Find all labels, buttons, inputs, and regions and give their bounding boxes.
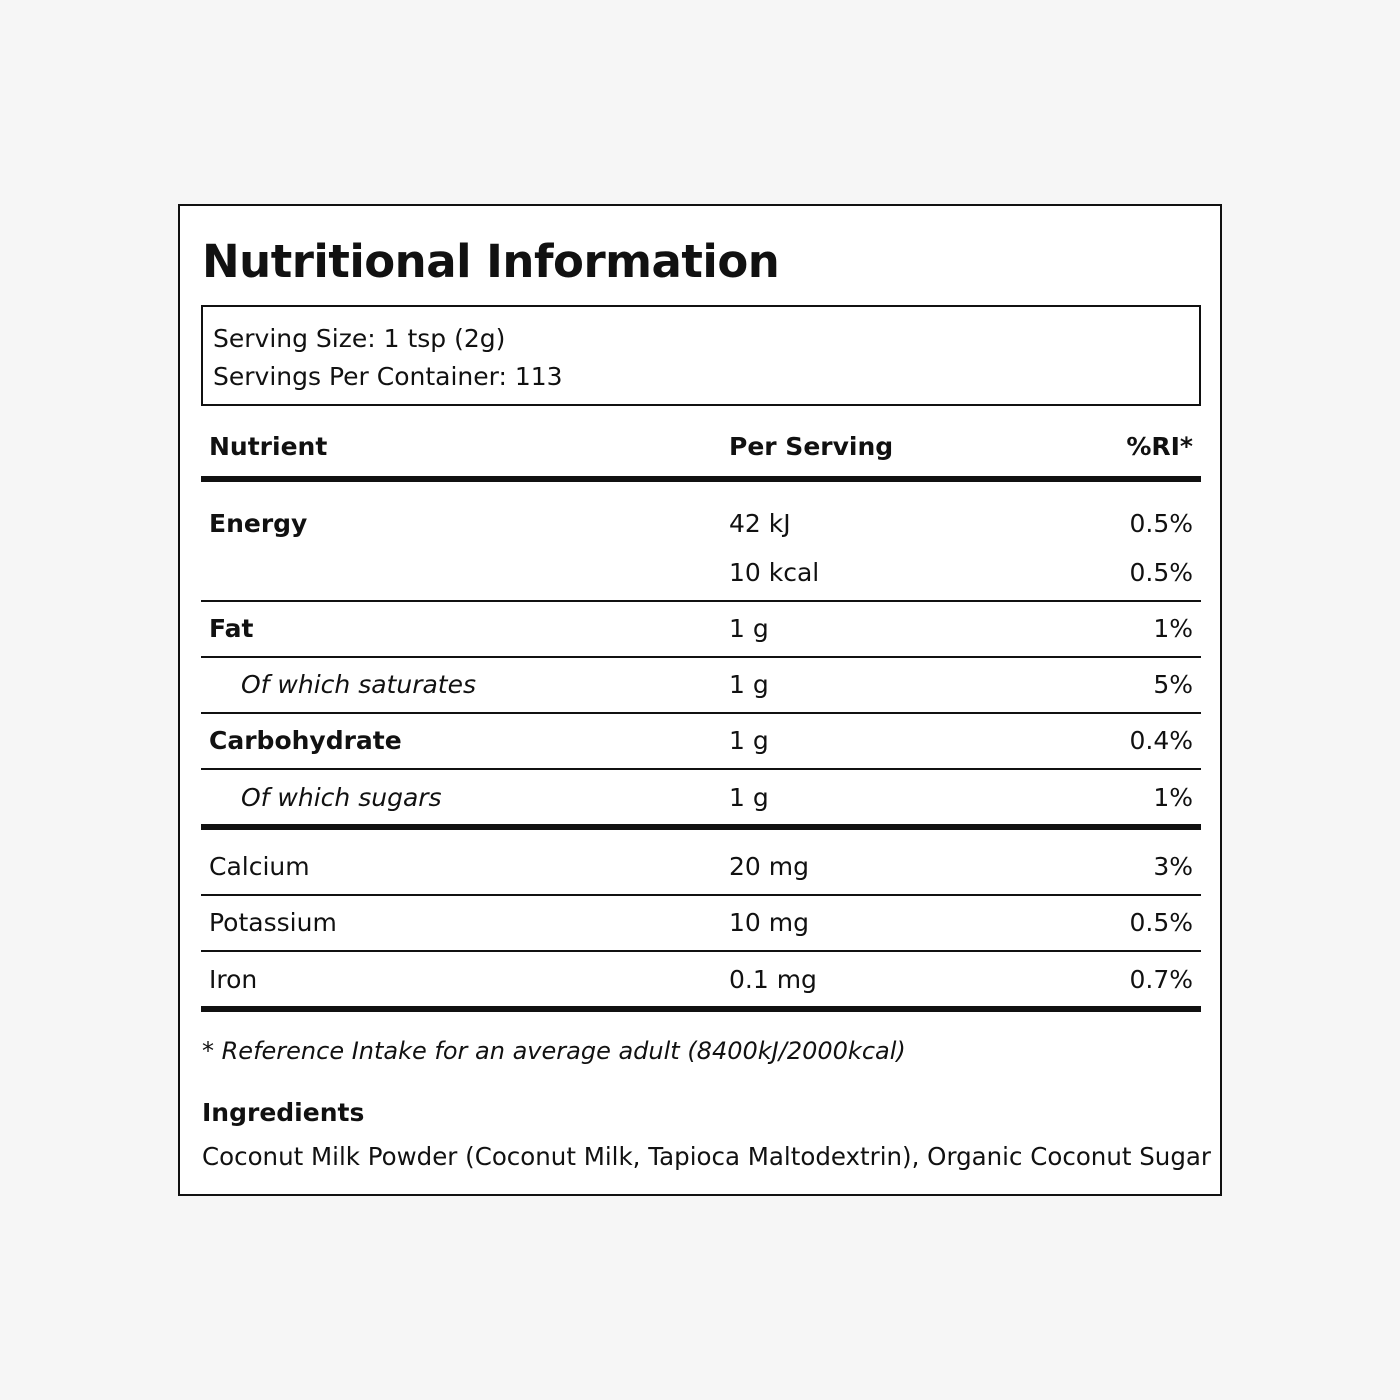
nutrient-name: Carbohydrate [209,726,402,755]
nutrient-value: 1 g [729,670,769,699]
nutrient-ri: 0.5% [1129,908,1193,937]
nutrition-label [178,204,1222,1196]
nutrient-ri: 1% [1153,783,1193,812]
nutrient-ri: 0.7% [1129,965,1193,994]
table-header-row [201,412,1201,482]
nutrient-table [201,412,1201,1012]
nutrient-value: 1 g [729,783,769,812]
nutrient-value: 20 mg [729,852,809,881]
reference-intake-footnote: * Reference Intake for an average adult (8400kJ/2000kcal) [202,1037,906,1065]
header-per-serving: Per Serving [729,432,894,461]
nutrient-ri: 0.4% [1129,726,1193,755]
serving-info-box [201,305,1201,406]
nutrient-ri: 0.5% [1129,558,1193,587]
label-title: Nutritional Information [202,235,780,288]
nutrient-name: Energy [209,509,308,538]
table-row-energy-kj [201,482,1201,552]
header-ri: %RI* [1126,432,1193,461]
servings-per-container: Servings Per Container: 113 [213,362,563,391]
nutrient-name: Of which saturates [241,670,476,699]
serving-size: Serving Size: 1 tsp (2g) [213,324,506,353]
nutrient-name: Of which sugars [241,783,442,812]
nutrient-name: Potassium [209,908,337,937]
ingredients-text: Coconut Milk Powder (Coconut Milk, Tapioca Maltodextrin), Organic Coconut Sugar [202,1142,1211,1171]
table-row-fat [201,602,1201,658]
nutrient-value: 0.1 mg [729,965,817,994]
nutrient-ri: 1% [1153,614,1193,643]
nutrient-value: 1 g [729,614,769,643]
nutrient-ri: 5% [1153,670,1193,699]
table-row-iron [201,952,1201,1012]
table-row-carbohydrate [201,714,1201,770]
nutrient-value: 10 kcal [729,558,820,587]
nutrient-value: 1 g [729,726,769,755]
table-row-sugars [201,770,1201,830]
header-nutrient: Nutrient [209,432,328,461]
nutrient-value: 42 kJ [729,509,791,538]
table-row-energy-kcal [201,552,1201,602]
nutrient-name: Iron [209,965,258,994]
nutrient-name: Fat [209,614,254,643]
nutrient-ri: 0.5% [1129,509,1193,538]
table-row-saturates [201,658,1201,714]
nutrient-value: 10 mg [729,908,809,937]
nutrient-ri: 3% [1153,852,1193,881]
table-row-calcium [201,830,1201,896]
table-row-potassium [201,896,1201,952]
ingredients-title: Ingredients [202,1098,365,1127]
nutrient-name: Calcium [209,852,310,881]
